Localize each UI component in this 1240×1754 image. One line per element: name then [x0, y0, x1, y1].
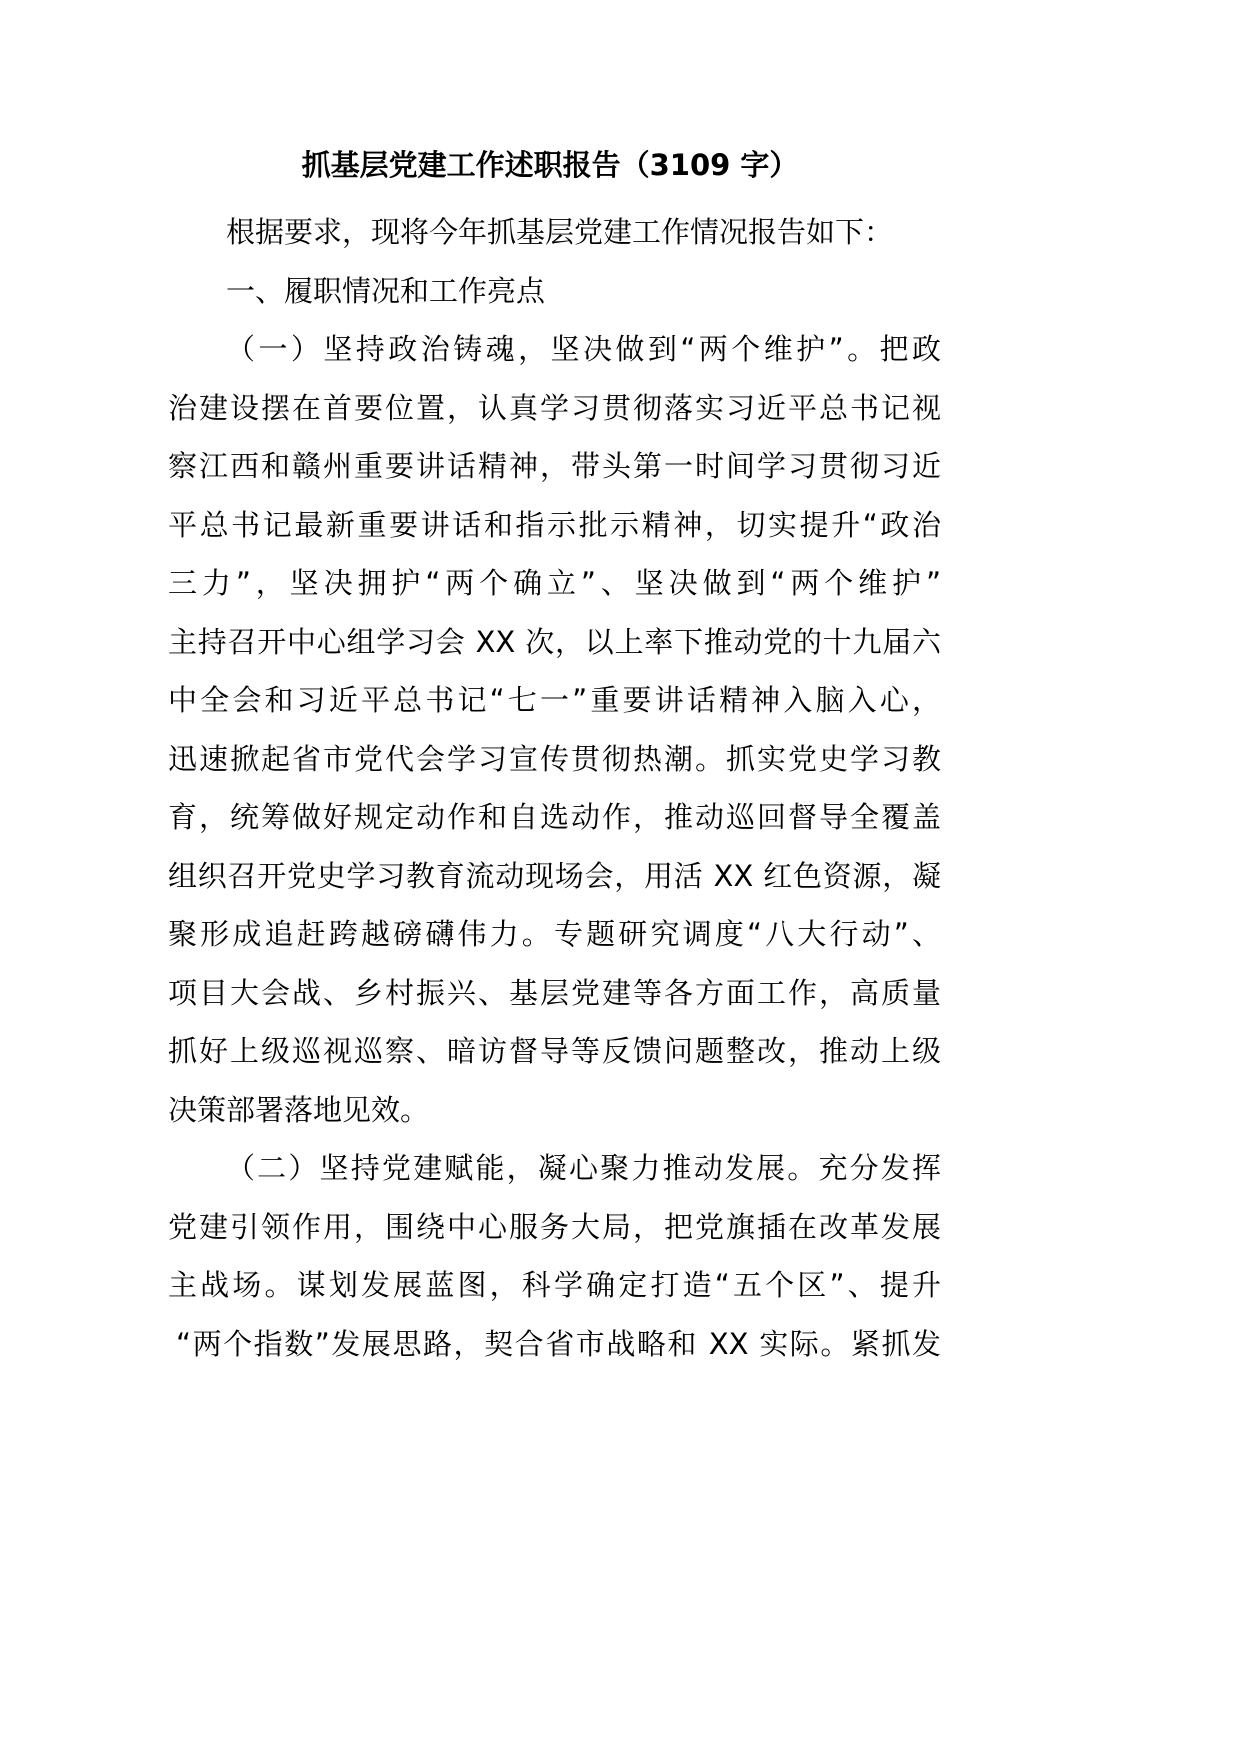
document-body: [168, 203, 941, 1373]
paragraph-line: “两个指数”发展思路，契合省市战略和 XX 实际。紧抓发: [176, 1326, 941, 1361]
paragraph-line: 主战场。谋划发展蓝图，科学确定打造“五个区”、提升: [168, 1268, 941, 1302]
paragraph-line: 察江西和赣州重要讲话精神，带头第一时间学习贯彻习近: [168, 449, 941, 483]
paragraph-line: （二）坚持党建赋能，凝心聚力推动发展。充分发挥: [226, 1151, 941, 1185]
paragraph-line: 决策部署落地见效。: [168, 1092, 430, 1127]
paragraph-line: 中全会和习近平总书记“七一”重要讲话精神入脑入心，: [168, 683, 941, 717]
paragraph-line: 三力”，坚决拥护“两个确立”、坚决做到“两个维护”: [168, 566, 941, 600]
paragraph-line: 项目大会战、乡村振兴、基层党建等各方面工作，高质量: [168, 975, 941, 1010]
paragraph-line: 组织召开党史学习教育流动现场会，用活 XX 红色资源，凝: [168, 858, 941, 893]
paragraph-line: （一）坚持政治铸魂，坚决做到“两个维护”。把政: [226, 332, 941, 366]
paragraph-line: 抓好上级巡视巡察、暗访督导等反馈问题整改，推动上级: [168, 1034, 941, 1068]
intro-line: 根据要求，现将今年抓基层党建工作情况报告如下：: [226, 215, 894, 249]
paragraph-1: [168, 320, 941, 1139]
paragraph-line: 平总书记最新重要讲话和指示批示精神，切实提升“政治: [168, 507, 941, 542]
paragraph-2: [168, 1139, 941, 1373]
paragraph-line: 党建引领作用，围绕中心服务大局，把党旗插在改革发展: [168, 1209, 941, 1244]
paragraph-line: 治建设摆在首要位置，认真学习贯彻落实习近平总书记视: [168, 390, 941, 425]
paragraph-line: 育，统筹做好规定动作和自选动作，推动巡回督导全覆盖: [168, 800, 941, 834]
paragraph-line: 迅速掀起省市党代会学习宣传贯彻热潮。抓实党史学习教: [168, 741, 941, 776]
paragraph-line: 聚形成追赶跨越磅礴伟力。专题研究调度“八大行动”、: [168, 917, 941, 951]
paragraph-line: 主持召开中心组学习会 XX 次，以上率下推动党的十九届六: [168, 624, 941, 659]
document-title: 抓基层党建工作述职报告（3109 字）: [301, 148, 799, 182]
section-heading: 一、履职情况和工作亮点: [226, 273, 546, 308]
